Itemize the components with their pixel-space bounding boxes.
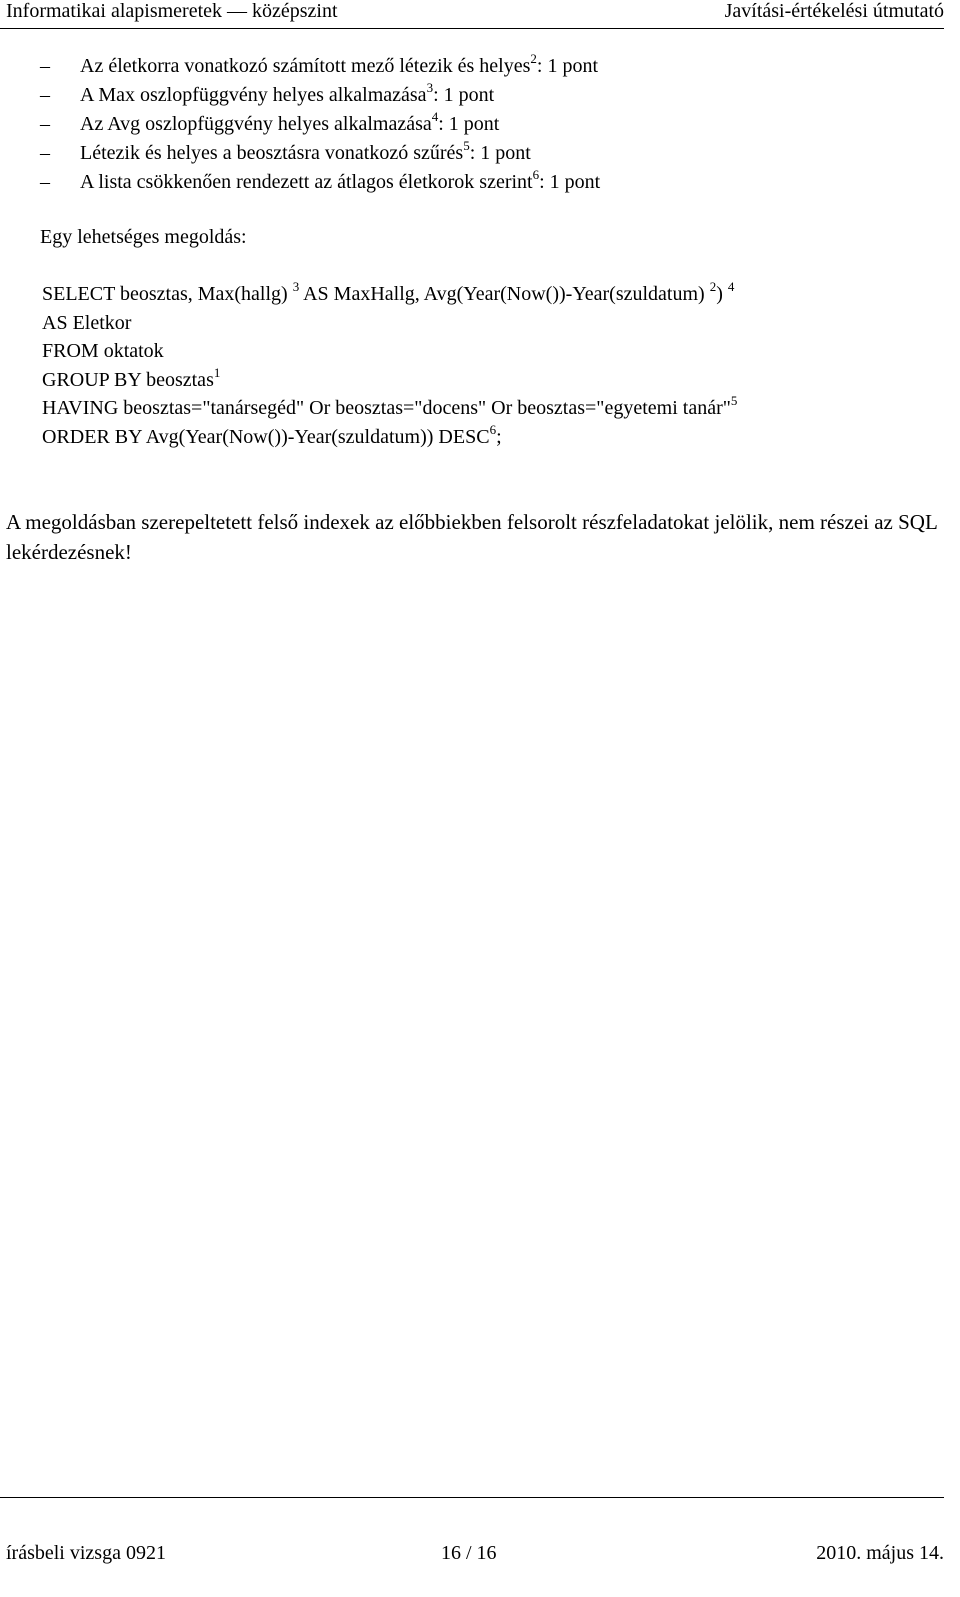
sql-line-alias: AS Eletkor: [42, 311, 132, 334]
header-doc-type: Javítási-értékelési útmutató: [724, 0, 944, 22]
sql-having-text: HAVING beosztas="tanársegéd" Or beosztas="docens" Or beosztas="egyetemi tanár": [42, 397, 731, 420]
sql-index: 1: [213, 364, 221, 380]
sql-index: 6: [489, 421, 497, 437]
sql-query: [42, 280, 737, 452]
criterion-index: 6: [532, 167, 540, 182]
sql-line-select: [42, 280, 737, 309]
dash-bullet: –: [40, 55, 50, 77]
sql-index: 5: [730, 393, 738, 409]
sql-select-part: AS MaxHallg, Avg(Year(Now())-Year(szuldatum): [299, 283, 710, 305]
criterion-points: : 1 pont: [433, 84, 495, 106]
criterion-text: Létezik és helyes a beosztásra vonatkozó szűrés: [80, 142, 464, 164]
criterion-item: [40, 168, 600, 197]
criterion-points: : 1 pont: [536, 55, 599, 77]
page-footer: [0, 1497, 944, 1570]
sql-line-having: [42, 394, 737, 423]
sql-select-part: SELECT beosztas, Max(hallg): [42, 283, 293, 305]
sql-line-groupby: [42, 366, 737, 395]
criterion-item: [40, 81, 600, 110]
sql-orderby-text: ORDER BY Avg(Year(Now())-Year(szuldatum)) DESC: [42, 425, 490, 448]
page-header: [0, 0, 944, 29]
footer-page-number: 16 / 16: [441, 1542, 497, 1564]
solution-label: Egy lehetséges megoldás:: [40, 226, 247, 248]
sql-line-from: FROM oktatok: [42, 340, 164, 363]
dash-bullet: –: [40, 171, 50, 193]
criterion-text: Az életkorra vonatkozó számított mező létezik és helyes: [80, 55, 531, 77]
criterion-item: [40, 110, 600, 139]
dash-bullet: –: [40, 113, 50, 135]
sql-groupby-text: GROUP BY beosztas: [42, 368, 214, 391]
footer-date: 2010. május 14.: [816, 1542, 944, 1564]
criterion-text: A Max oszlopfüggvény helyes alkalmazása: [80, 84, 427, 106]
criterion-points: : 1 pont: [469, 142, 531, 164]
criterion-text: Az Avg oszlopfüggvény helyes alkalmazása: [80, 113, 432, 135]
criterion-index: 3: [426, 80, 434, 95]
sql-index: 2: [709, 279, 717, 294]
criterion-index: 4: [431, 109, 439, 124]
criterion-item: [40, 139, 600, 168]
sql-index: 4: [727, 279, 735, 294]
scoring-criteria-list: [40, 52, 600, 197]
sql-terminator: ;: [496, 425, 502, 448]
header-subject: Informatikai alapismeretek — középszint: [6, 0, 338, 22]
footer-exam-id: írásbeli vizsga 0921: [6, 1542, 166, 1564]
dash-bullet: –: [40, 84, 50, 106]
sql-line-orderby: [42, 423, 737, 452]
criterion-points: : 1 pont: [438, 113, 500, 135]
criterion-item: [40, 52, 600, 81]
dash-bullet: –: [40, 142, 50, 164]
criterion-index: 2: [530, 51, 537, 66]
criterion-index: 5: [463, 138, 470, 153]
sql-index: 3: [292, 279, 300, 294]
sql-select-part: ): [716, 283, 728, 305]
criterion-text: A lista csökkenően rendezett az átlagos életkorok szerint: [80, 171, 533, 193]
criterion-points: : 1 pont: [539, 171, 601, 193]
footnote-paragraph: A megoldásban szerepeltetett felső indexek az előbbiekben felsorolt részfeladatokat jelölik, nem részei az SQL lekérdezésnek!: [6, 510, 938, 564]
